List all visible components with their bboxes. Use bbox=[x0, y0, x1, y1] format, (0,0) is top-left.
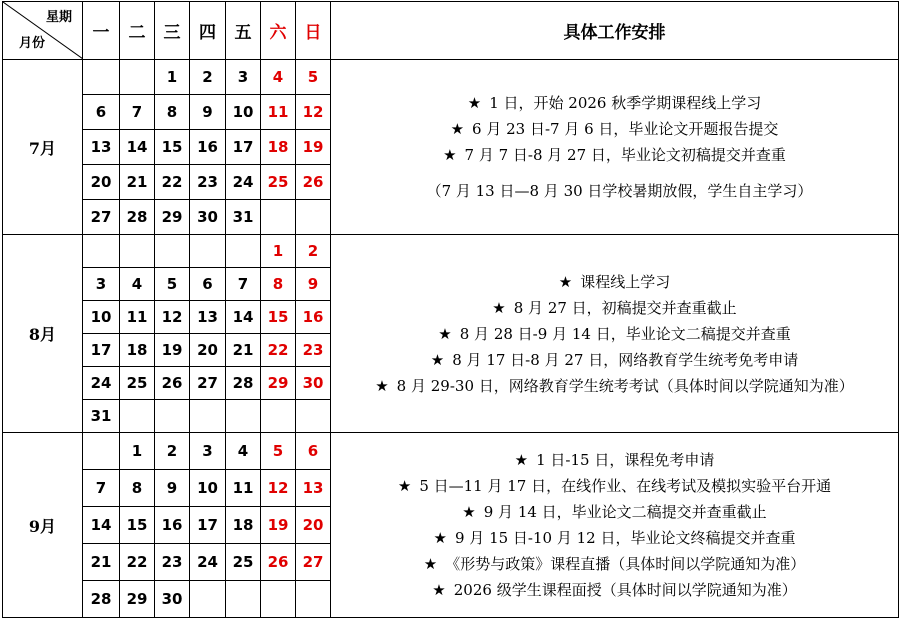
weekday-fri: 五 bbox=[226, 2, 261, 60]
star-icon: ★ bbox=[423, 555, 438, 573]
day-cell: 20 bbox=[296, 507, 331, 544]
day-cell bbox=[155, 235, 190, 268]
day-cell: 30 bbox=[296, 367, 331, 400]
plan-item-text: 2026 级学生课程面授（具体时间以学院通知为准） bbox=[453, 581, 797, 599]
day-cell: 21 bbox=[83, 544, 120, 581]
day-cell bbox=[120, 400, 155, 433]
day-cell: 17 bbox=[190, 507, 226, 544]
weekday-wed: 三 bbox=[155, 2, 190, 60]
day-cell: 6 bbox=[296, 433, 331, 470]
day-cell: 5 bbox=[261, 433, 296, 470]
day-cell bbox=[120, 60, 155, 95]
day-cell bbox=[296, 581, 331, 618]
day-cell bbox=[296, 400, 331, 433]
plan-item-text: 7 月 7 日-8 月 27 日，毕业论文初稿提交并查重 bbox=[464, 146, 786, 164]
day-cell: 24 bbox=[226, 165, 261, 200]
corner-month-label: 月份 bbox=[19, 36, 46, 51]
day-cell: 9 bbox=[155, 470, 190, 507]
day-cell: 18 bbox=[261, 130, 296, 165]
star-icon: ★ bbox=[432, 581, 446, 599]
day-cell: 12 bbox=[155, 301, 190, 334]
star-icon: ★ bbox=[558, 272, 573, 291]
day-cell: 8 bbox=[120, 470, 155, 507]
weekday-sun: 日 bbox=[296, 2, 331, 60]
day-cell: 14 bbox=[83, 507, 120, 544]
weekday-sat: 六 bbox=[261, 2, 296, 60]
star-icon: ★ bbox=[450, 120, 465, 138]
day-cell: 4 bbox=[120, 268, 155, 301]
month-label: 9月 bbox=[3, 433, 83, 618]
plan-note: （7 月 13 日—8 月 30 日学校暑期放假，学生自主学习） bbox=[426, 182, 813, 200]
plan-item bbox=[331, 321, 898, 347]
day-cell: 18 bbox=[120, 334, 155, 367]
day-cell: 25 bbox=[226, 544, 261, 581]
day-cell: 27 bbox=[296, 544, 331, 581]
day-cell: 18 bbox=[226, 507, 261, 544]
day-cell: 12 bbox=[261, 470, 296, 507]
day-cell: 28 bbox=[83, 581, 120, 618]
day-cell bbox=[190, 581, 226, 618]
day-cell: 3 bbox=[190, 433, 226, 470]
day-cell: 25 bbox=[120, 367, 155, 400]
day-cell bbox=[296, 200, 331, 235]
plan-item bbox=[331, 347, 898, 373]
plan-item-text: 1 日，开始 2026 秋季学期课程线上学习 bbox=[489, 94, 762, 112]
day-cell: 13 bbox=[296, 470, 331, 507]
star-icon: ★ bbox=[375, 376, 389, 395]
day-cell: 7 bbox=[120, 95, 155, 130]
day-cell: 30 bbox=[190, 200, 226, 235]
work-plan-cell bbox=[331, 433, 899, 618]
day-cell: 29 bbox=[155, 200, 190, 235]
plan-item bbox=[331, 525, 898, 551]
header-row bbox=[3, 2, 899, 60]
plan-item bbox=[331, 373, 898, 399]
day-cell: 6 bbox=[190, 268, 226, 301]
plan-item bbox=[331, 295, 898, 321]
day-cell: 31 bbox=[226, 200, 261, 235]
day-cell: 23 bbox=[190, 165, 226, 200]
day-cell: 3 bbox=[83, 268, 120, 301]
day-cell: 14 bbox=[120, 130, 155, 165]
day-cell: 3 bbox=[226, 60, 261, 95]
day-cell bbox=[261, 581, 296, 618]
day-cell: 28 bbox=[120, 200, 155, 235]
star-icon: ★ bbox=[443, 146, 457, 164]
day-cell bbox=[83, 235, 120, 268]
plan-item bbox=[331, 90, 898, 116]
day-cell: 9 bbox=[190, 95, 226, 130]
day-cell: 26 bbox=[261, 544, 296, 581]
day-cell: 11 bbox=[120, 301, 155, 334]
day-cell: 31 bbox=[83, 400, 120, 433]
day-cell: 19 bbox=[155, 334, 190, 367]
star-icon: ★ bbox=[467, 94, 482, 112]
day-cell: 23 bbox=[155, 544, 190, 581]
work-plan-cell bbox=[331, 60, 899, 235]
day-cell: 19 bbox=[296, 130, 331, 165]
star-icon: ★ bbox=[438, 324, 452, 343]
plan-item-text: 9 月 14 日，毕业论文二稿提交并查重截止 bbox=[483, 503, 767, 521]
plan-item-text: 1 日-15 日，课程免考申请 bbox=[536, 451, 715, 469]
weekday-mon: 一 bbox=[83, 2, 120, 60]
plan-item-text: 5 日—11 月 17 日，在线作业、在线考试及模拟实验平台开通 bbox=[419, 477, 832, 495]
day-cell bbox=[155, 400, 190, 433]
month-label: 7月 bbox=[3, 60, 83, 235]
day-cell bbox=[190, 400, 226, 433]
day-cell: 26 bbox=[296, 165, 331, 200]
day-cell bbox=[261, 400, 296, 433]
academic-calendar-table bbox=[2, 1, 899, 618]
week-row bbox=[3, 60, 899, 95]
plan-item bbox=[331, 447, 898, 473]
star-icon: ★ bbox=[514, 451, 529, 469]
plan-item bbox=[331, 473, 898, 499]
day-cell: 2 bbox=[155, 433, 190, 470]
day-cell: 7 bbox=[83, 470, 120, 507]
plan-item bbox=[331, 551, 898, 577]
day-cell: 22 bbox=[261, 334, 296, 367]
day-cell bbox=[226, 581, 261, 618]
day-cell: 10 bbox=[83, 301, 120, 334]
day-cell bbox=[83, 433, 120, 470]
plan-item bbox=[331, 499, 898, 525]
plan-item-text: 课程线上学习 bbox=[580, 272, 671, 291]
star-icon: ★ bbox=[462, 503, 476, 521]
day-cell: 21 bbox=[120, 165, 155, 200]
plan-item-text: 8 月 27 日，初稿提交并查重截止 bbox=[513, 298, 737, 317]
weekday-tue: 二 bbox=[120, 2, 155, 60]
day-cell: 23 bbox=[296, 334, 331, 367]
day-cell: 29 bbox=[120, 581, 155, 618]
day-cell: 10 bbox=[190, 470, 226, 507]
day-cell: 20 bbox=[190, 334, 226, 367]
day-cell: 10 bbox=[226, 95, 261, 130]
day-cell: 13 bbox=[190, 301, 226, 334]
day-cell bbox=[261, 200, 296, 235]
day-cell: 9 bbox=[296, 268, 331, 301]
day-cell: 1 bbox=[120, 433, 155, 470]
day-cell: 17 bbox=[226, 130, 261, 165]
plan-item-text: 6 月 23 日-7 月 6 日，毕业论文开题报告提交 bbox=[472, 120, 779, 138]
day-cell: 29 bbox=[261, 367, 296, 400]
star-icon: ★ bbox=[397, 477, 412, 495]
star-icon: ★ bbox=[430, 350, 445, 369]
day-cell: 16 bbox=[296, 301, 331, 334]
day-cell bbox=[226, 400, 261, 433]
day-cell: 22 bbox=[155, 165, 190, 200]
star-icon: ★ bbox=[492, 298, 506, 317]
month-label: 8月 bbox=[3, 235, 83, 433]
plan-item bbox=[331, 269, 898, 295]
day-cell: 8 bbox=[155, 95, 190, 130]
day-cell: 20 bbox=[83, 165, 120, 200]
day-cell: 2 bbox=[296, 235, 331, 268]
day-cell: 15 bbox=[120, 507, 155, 544]
day-cell: 17 bbox=[83, 334, 120, 367]
day-cell: 28 bbox=[226, 367, 261, 400]
day-cell: 4 bbox=[226, 433, 261, 470]
day-cell: 11 bbox=[261, 95, 296, 130]
work-plan-cell bbox=[331, 235, 899, 433]
day-cell: 21 bbox=[226, 334, 261, 367]
day-cell: 14 bbox=[226, 301, 261, 334]
day-cell: 15 bbox=[155, 130, 190, 165]
day-cell bbox=[83, 60, 120, 95]
day-cell bbox=[190, 235, 226, 268]
day-cell: 11 bbox=[226, 470, 261, 507]
plan-item-text: 8 月 28 日-9 月 14 日，毕业论文二稿提交并查重 bbox=[459, 324, 791, 343]
day-cell bbox=[120, 235, 155, 268]
day-cell: 16 bbox=[190, 130, 226, 165]
day-cell: 16 bbox=[155, 507, 190, 544]
day-cell: 6 bbox=[83, 95, 120, 130]
day-cell: 24 bbox=[190, 544, 226, 581]
plan-item bbox=[331, 577, 898, 603]
day-cell: 15 bbox=[261, 301, 296, 334]
day-cell: 5 bbox=[155, 268, 190, 301]
day-cell bbox=[226, 235, 261, 268]
day-cell: 1 bbox=[155, 60, 190, 95]
day-cell: 24 bbox=[83, 367, 120, 400]
day-cell: 12 bbox=[296, 95, 331, 130]
day-cell: 19 bbox=[261, 507, 296, 544]
plan-item-text: 《形势与政策》课程直播（具体时间以学院通知为准） bbox=[445, 555, 806, 573]
day-cell: 4 bbox=[261, 60, 296, 95]
day-cell: 22 bbox=[120, 544, 155, 581]
plan-item bbox=[331, 142, 898, 168]
plan-item-text: 9 月 15 日-10 月 12 日，毕业论文终稿提交并查重 bbox=[454, 529, 796, 547]
corner-cell bbox=[3, 2, 83, 60]
day-cell: 27 bbox=[83, 200, 120, 235]
weekday-thu: 四 bbox=[190, 2, 226, 60]
star-icon: ★ bbox=[433, 529, 447, 547]
day-cell: 26 bbox=[155, 367, 190, 400]
corner-week-label: 星期 bbox=[45, 10, 72, 25]
day-cell: 27 bbox=[190, 367, 226, 400]
day-cell: 25 bbox=[261, 165, 296, 200]
day-cell: 7 bbox=[226, 268, 261, 301]
week-row bbox=[3, 235, 899, 268]
plan-item-text: 8 月 29-30 日，网络教育学生统考考试（具体时间以学院通知为准） bbox=[396, 376, 854, 395]
day-cell: 13 bbox=[83, 130, 120, 165]
week-row bbox=[3, 433, 899, 470]
plan-title: 具体工作安排 bbox=[331, 2, 899, 60]
day-cell: 1 bbox=[261, 235, 296, 268]
plan-item-text: 8 月 17 日-8 月 27 日，网络教育学生统考免考申请 bbox=[452, 350, 799, 369]
day-cell: 8 bbox=[261, 268, 296, 301]
day-cell: 2 bbox=[190, 60, 226, 95]
calendar-body bbox=[3, 60, 899, 618]
day-cell: 30 bbox=[155, 581, 190, 618]
plan-item bbox=[331, 116, 898, 142]
day-cell: 5 bbox=[296, 60, 331, 95]
